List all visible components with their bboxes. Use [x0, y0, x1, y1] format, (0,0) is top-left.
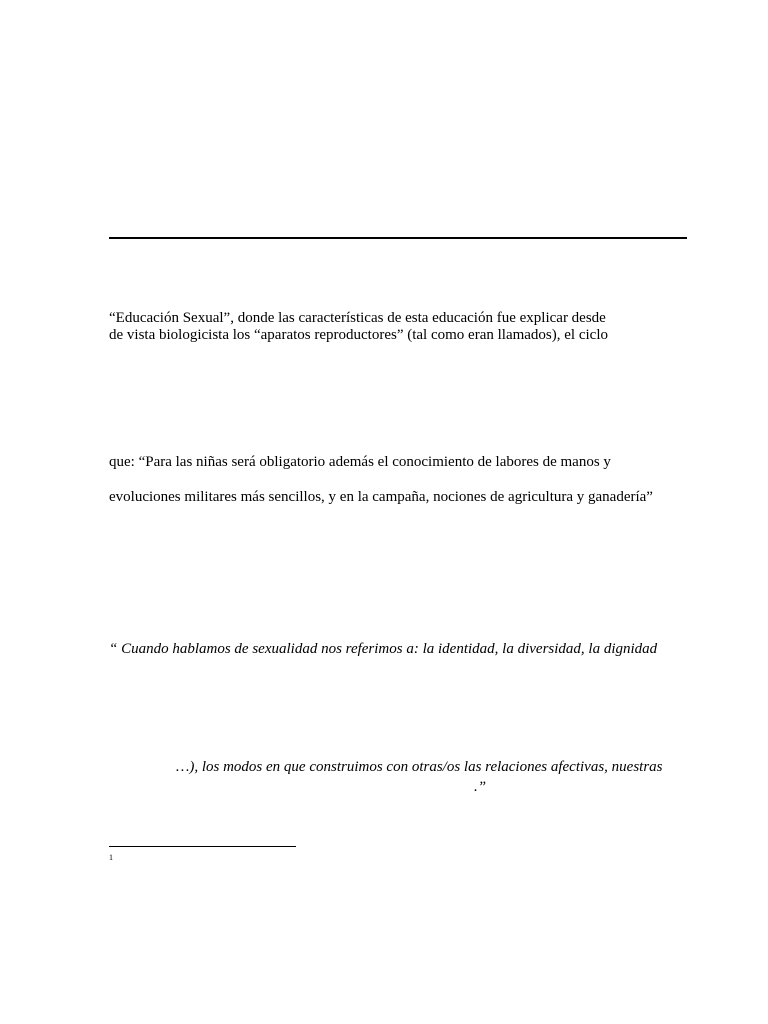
- text-line-3: que: “Para las niñas será obligatorio además el conocimiento de labores de manos y: [109, 454, 611, 470]
- text-line-2: de vista biologicista los “aparatos reproductores” (tal como eran llamados), el ciclo: [109, 327, 608, 343]
- quote-line-1: “ Cuando hablamos de sexualidad nos referimos a: la identidad, la diversidad, la dignidad: [109, 641, 658, 657]
- section-divider: [109, 237, 687, 239]
- text-line-4: evoluciones militares más sencillos, y en la campaña, nociones de agricultura y ganadería”: [109, 489, 653, 505]
- footnote-marker: 1: [109, 853, 113, 862]
- quote-line-end: .”: [474, 779, 487, 795]
- text-line-1: “Educación Sexual”, donde las características de esta educación fue explicar desde: [109, 310, 606, 326]
- footnote-divider: [109, 846, 296, 847]
- quote-line-2: …), los modos en que construimos con otras/os las relaciones afectivas, nuestras: [176, 759, 663, 775]
